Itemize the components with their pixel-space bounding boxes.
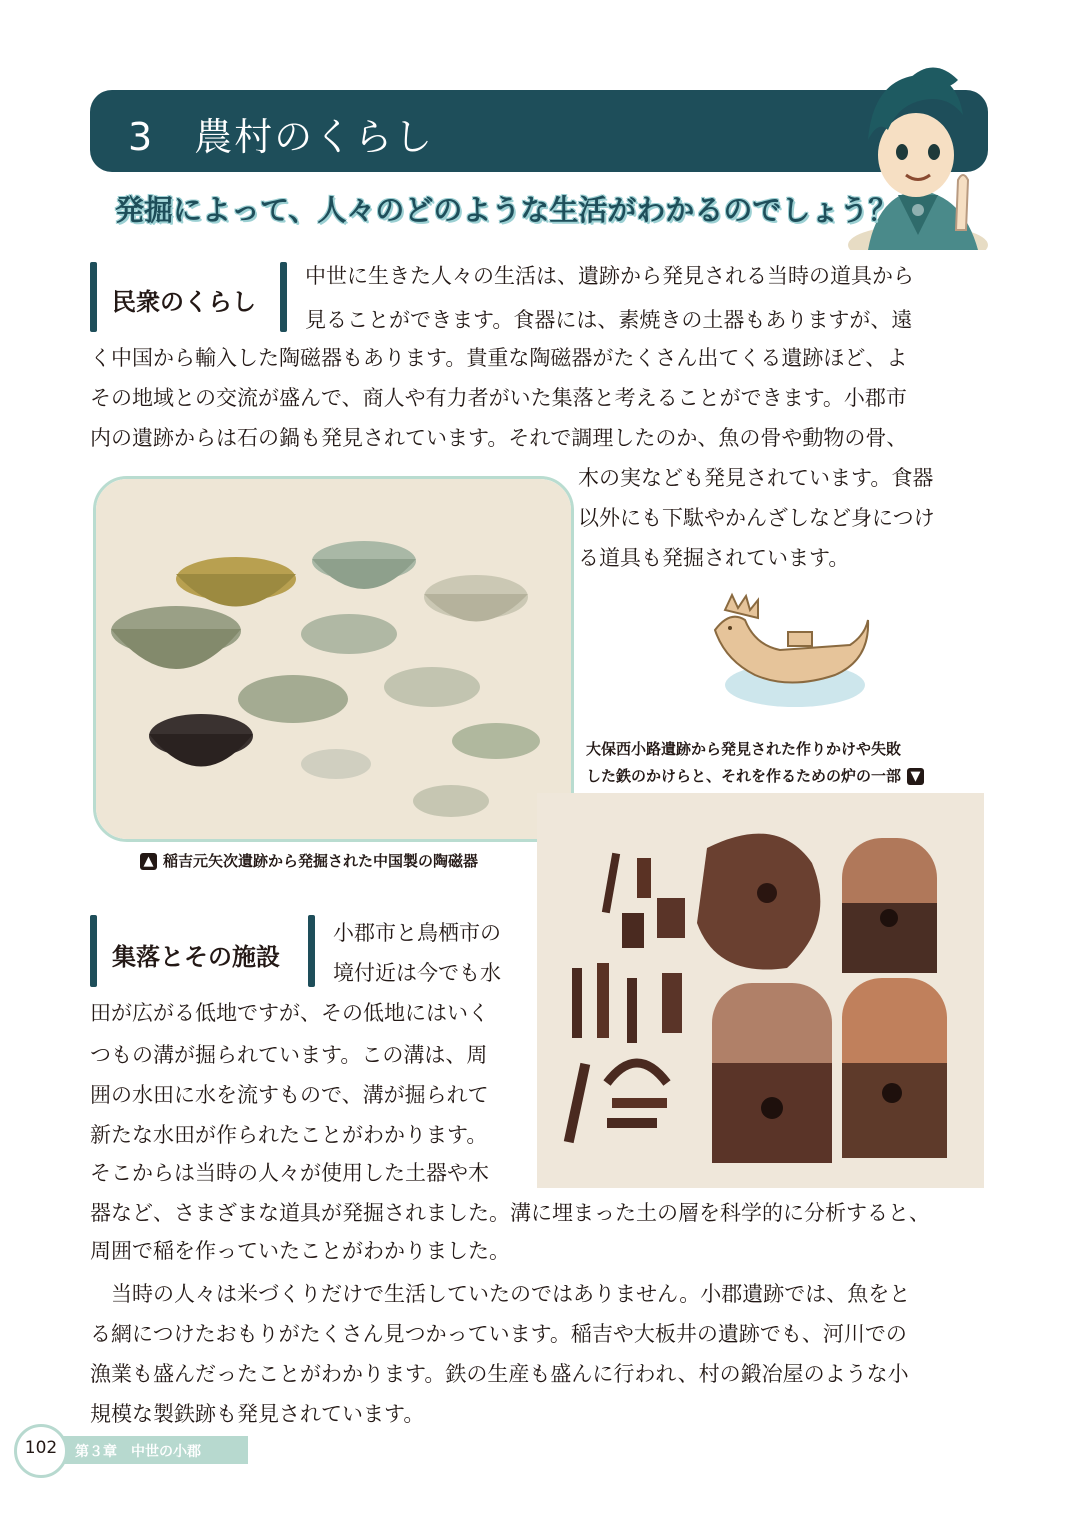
text-line: 囲の水田に水を流すもので、溝が掘られて bbox=[90, 1083, 489, 1107]
ceramics-caption-text: 稲吉元矢次遺跡から発掘された中国製の陶磁器 bbox=[163, 852, 479, 870]
text-line: く中国から輸入した陶磁器もあります。貴重な陶磁器がたくさん出てくる遺跡ほど、よ bbox=[90, 346, 908, 370]
text-line: 中世に生きた人々の生活は、遺跡から発見される当時の道具から bbox=[305, 264, 914, 288]
text-line: 田が広がる低地ですが、その低地にはいく bbox=[90, 1001, 489, 1025]
text-line: る道具も発掘されています。 bbox=[578, 546, 850, 570]
lead-question: 発掘によって、人々のどのような生活がわかるのでしょう？ bbox=[115, 193, 898, 227]
text-line: 木の実なども発見されています。食器 bbox=[578, 466, 934, 490]
iron-furnace-photo bbox=[537, 793, 984, 1188]
ceramics-photo bbox=[93, 476, 574, 842]
section-heading-shuraku: 集落とその施設 bbox=[112, 943, 280, 971]
text-line: 器など、さまざまな道具が発掘されました。溝に埋まった土の層を科学的に分析すると、 bbox=[90, 1201, 930, 1225]
bird-vessel-illustration bbox=[700, 590, 875, 715]
down-arrow-icon: ▼ bbox=[907, 768, 924, 785]
text-line: そこからは当時の人々が使用した土器や木 bbox=[90, 1161, 489, 1185]
heading-bar-right bbox=[280, 262, 287, 332]
text-line: 内の遺跡からは石の鍋も発見されています。それで調理したのか、魚の骨や動物の骨、 bbox=[90, 426, 908, 450]
heading-bar-left bbox=[90, 262, 97, 332]
text-line: 漁業も盛んだったことがわかります。鉄の生産も盛んに行われ、村の鍛冶屋のような小 bbox=[90, 1362, 909, 1386]
text-line: 境付近は今でも水 bbox=[333, 961, 501, 985]
iron-caption-line1: 大保西小路遺跡から発見された作りかけや失敗 bbox=[586, 740, 902, 758]
text-line: つもの溝が掘られています。この溝は、周 bbox=[90, 1043, 488, 1067]
heading-bar-right bbox=[308, 915, 315, 987]
section-heading-minshu: 民衆のくらし bbox=[112, 288, 256, 316]
text-line: 規模な製鉄跡も発見されています。 bbox=[90, 1402, 425, 1426]
iron-caption bbox=[586, 765, 930, 786]
text-line: 見ることができます。食器には、素焼きの土器もありますが、遠 bbox=[305, 308, 913, 332]
text-line: その地域との交流が盛んで、商人や有力者がいた集落と考えることができます。小郡市 bbox=[90, 386, 907, 410]
text-line: る網につけたおもりがたくさん見つかっています。稲吉や大板井の遺跡でも、河川での bbox=[90, 1322, 907, 1346]
page-number: 102 bbox=[24, 1438, 58, 1458]
text-line: 以外にも下駄やかんざしなど身につけ bbox=[578, 506, 935, 530]
ceramics-image bbox=[96, 479, 571, 839]
iron-caption-line2: した鉄のかけらと、それを作るための炉の一部 bbox=[586, 767, 902, 785]
page-title: 3 農村のくらし bbox=[128, 115, 435, 159]
text-line: 新たな水田が作られたことがわかります。 bbox=[90, 1123, 488, 1147]
heading-bar-left bbox=[90, 915, 97, 987]
text-line: 小郡市と鳥栖市の bbox=[333, 921, 501, 945]
ceramics-caption bbox=[140, 850, 478, 871]
chapter-label: 第３章 中世の小郡 bbox=[75, 1444, 201, 1460]
text-line: 当時の人々は米づくりだけで生活していたのではありません。小郡遺跡では、魚をと bbox=[90, 1282, 911, 1306]
text-line: 周囲で稲を作っていたことがわかりました。 bbox=[90, 1239, 510, 1263]
up-arrow-icon: ▲ bbox=[140, 853, 157, 870]
